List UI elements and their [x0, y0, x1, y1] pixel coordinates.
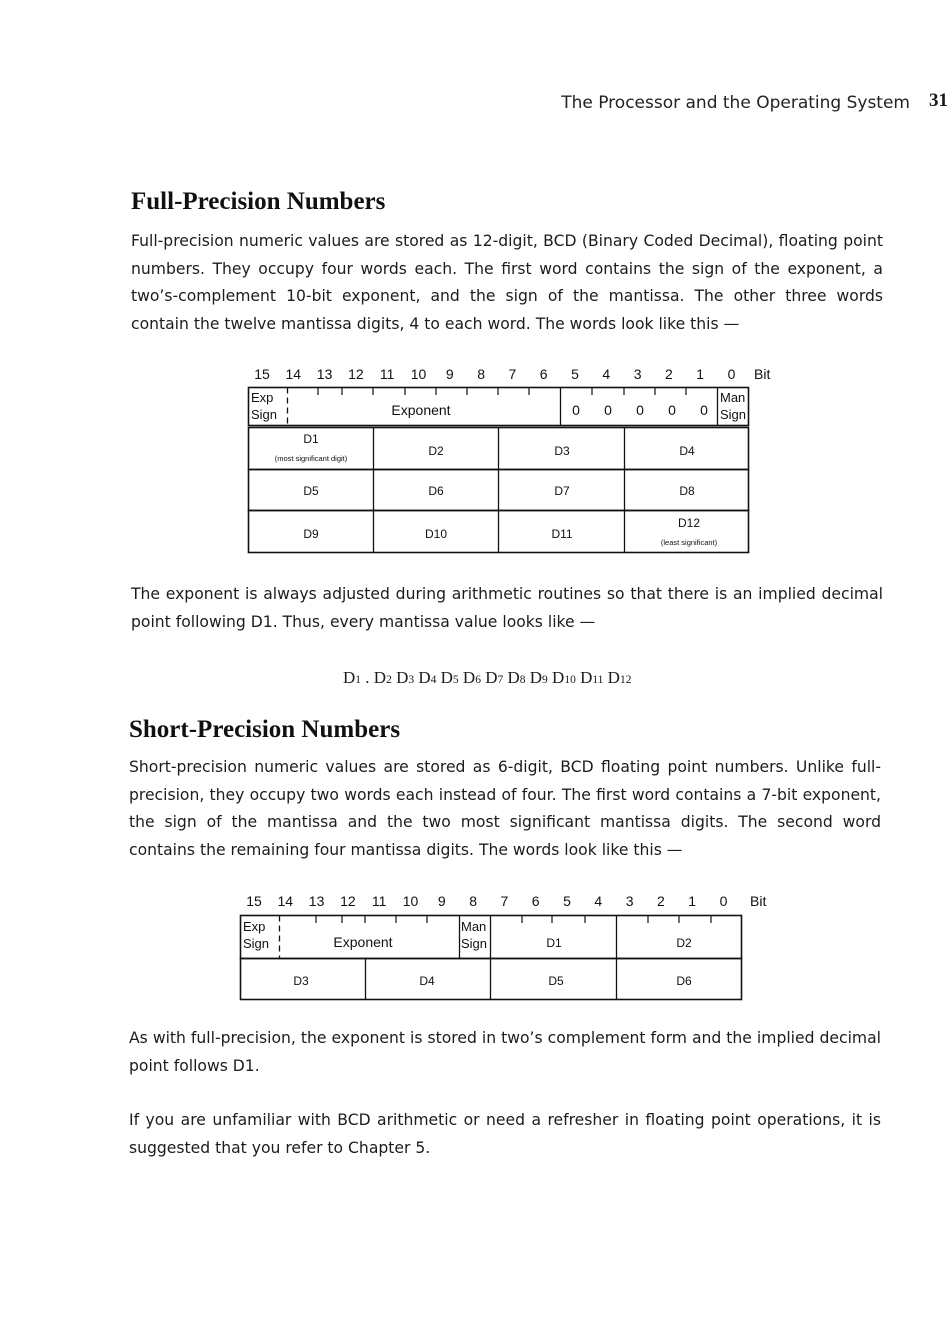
mantissa-formula: D1 . D2 D3 D4 D5 D6 D7 D8 D9 D10 D11 D12 — [343, 668, 632, 687]
sp-bit-9: 9 — [437, 893, 446, 909]
fp-digit-d4: D4 — [679, 444, 695, 458]
fp-bit-15: 15 — [254, 366, 270, 382]
sp-bit-3: 3 — [625, 893, 634, 909]
formula-subscript: 1 — [355, 674, 362, 686]
fp-bit-7: 7 — [508, 366, 517, 382]
fp-d1-note: (most significant digit) — [274, 454, 348, 463]
short-precision-intro: Short-precision numeric values are stored as 6-digit, BCD floating point numbers. Unlike full-precision, they occupy two words each instead of four. The first word contains a 7-bit exponent, the sign of the mantissa and the two most significant mantissa digits. The second word contains the remaining four mantissa digits. The words look like this — — [129, 758, 881, 859]
sp-exp-sign-line2: Sign — [243, 936, 270, 951]
sp-digit-d3: D3 — [293, 974, 309, 988]
fp-bit-11: 11 — [379, 366, 395, 382]
sp-bit-4: 4 — [594, 893, 603, 909]
sp-bit-11: 11 — [371, 893, 387, 909]
fp-d12-note: (least significant) — [660, 538, 718, 547]
formula-subscript: 7 — [497, 674, 504, 686]
formula-subscript: 2 — [386, 674, 392, 686]
fp-bit-5: 5 — [571, 366, 579, 382]
fp-digit-d3: D3 — [554, 444, 570, 458]
formula-subscript: 10 — [564, 674, 576, 686]
fp-digit-d12: D12 — [677, 516, 701, 530]
formula-subscript: 5 — [452, 674, 459, 686]
section-heading-short-precision: Short-Precision Numbers — [129, 716, 401, 743]
sp-bit-15: 15 — [246, 893, 262, 909]
fp-zero-bit-3: 0 — [636, 402, 644, 418]
fp-digit-d10: D10 — [424, 527, 448, 541]
fp-zero-bit-1: 0 — [700, 402, 708, 418]
fp-digit-d7: D7 — [554, 484, 570, 498]
fp-bit-2: 2 — [665, 366, 673, 382]
page-number: 31 — [929, 90, 948, 111]
fp-bit-3: 3 — [633, 366, 642, 382]
fp-bit-13: 13 — [316, 366, 333, 382]
fp-bit-label: Bit — [754, 366, 771, 382]
fp-digit-d2: D2 — [428, 444, 444, 458]
fp-zero-bit-5: 0 — [572, 402, 580, 418]
sp-digit-d2: D2 — [676, 936, 692, 950]
sp-bit-1: 1 — [688, 893, 697, 909]
sp-bit-0: 0 — [719, 893, 728, 909]
sp-digit-d5: D5 — [548, 974, 564, 988]
fp-exponent-label: Exponent — [391, 402, 451, 418]
formula-subscript: 12 — [619, 674, 632, 686]
fp-zero-bit-4: 0 — [604, 402, 612, 418]
sp-bit-12: 12 — [340, 893, 356, 909]
sp-bit-5: 5 — [563, 893, 571, 909]
formula-subscript: 6 — [475, 674, 481, 686]
sp-digit-d6: D6 — [676, 974, 692, 988]
fp-digit-d5: D5 — [303, 484, 319, 498]
sp-exponent-label: Exponent — [333, 934, 393, 950]
short-precision-after: As with full-precision, the exponent is stored in two’s complement form and the implied decimal point follows D1. — [129, 1029, 881, 1075]
sp-bit-8: 8 — [469, 893, 477, 909]
formula-subscript: 3 — [408, 674, 415, 686]
fp-man-sign-line1: Man — [720, 390, 746, 405]
section-heading-full-precision: Full-Precision Numbers — [131, 188, 386, 215]
fp-digit-d8: D8 — [679, 484, 695, 498]
formula-subscript: 9 — [542, 674, 548, 686]
full-precision-intro: Full-precision numeric values are stored as 12-digit, BCD (Binary Coded Decimal), floating point numbers. They occupy four words each. The first word contains the sign of the exponent, a two’s-complement 10-bit exponent, and the sign of the mantissa. The other three words contain the twelve mantissa digits, 4 to each word. The words look like this — — [131, 232, 883, 333]
fp-bit-4: 4 — [602, 366, 611, 382]
fp-digit-d9: D9 — [303, 527, 319, 541]
sp-man-sign-line2: Sign — [461, 936, 488, 951]
formula-subscript: 8 — [519, 674, 526, 686]
full-precision-after: The exponent is always adjusted during arithmetic routines so that there is an implied decimal point following D1. Thus, every mantissa value looks like — — [131, 585, 883, 631]
sp-bit-13: 13 — [308, 893, 325, 909]
formula-subscript: 4 — [430, 674, 437, 686]
fp-bit-9: 9 — [445, 366, 454, 382]
fp-zero-bit-2: 0 — [668, 402, 676, 418]
sp-digit-d4: D4 — [419, 974, 435, 988]
sp-bit-numbers — [246, 893, 727, 909]
fp-digit-d6: D6 — [428, 484, 444, 498]
sp-bit-14: 14 — [277, 893, 294, 909]
fp-bit-0: 0 — [727, 366, 736, 382]
header-title: The Processor and the Operating System — [561, 93, 910, 113]
sp-digit-d1: D1 — [546, 936, 562, 950]
formula-subscript: 11 — [592, 674, 604, 686]
sp-man-sign-line1: Man — [461, 919, 487, 934]
fp-digit-d11: D11 — [551, 527, 573, 541]
fp-bit-8: 8 — [477, 366, 485, 382]
sp-bit-ticks — [316, 916, 711, 924]
sp-bit-6: 6 — [531, 893, 540, 909]
sp-exp-sign-line1: Exp — [243, 919, 266, 934]
sp-bit-2: 2 — [657, 893, 665, 909]
fp-bit-10: 10 — [410, 366, 427, 382]
fp-bit-14: 14 — [285, 366, 302, 382]
fp-bit-6: 6 — [539, 366, 548, 382]
sp-bit-10: 10 — [402, 893, 419, 909]
sp-bit-label: Bit — [750, 893, 767, 909]
fp-exp-sign-line2: Sign — [251, 407, 278, 422]
fp-man-sign-line2: Sign — [720, 407, 747, 422]
fp-bit-12: 12 — [348, 366, 364, 382]
fp-digit-d1: D1 — [303, 432, 319, 446]
fp-bit-1: 1 — [696, 366, 705, 382]
fp-exp-sign-line1: Exp — [251, 390, 274, 405]
closing-paragraph: If you are unfamiliar with BCD arithmetic or need a refresher in floating point operations, it is suggested that you refer to Chapter 5. — [129, 1111, 881, 1157]
sp-bit-7: 7 — [500, 893, 509, 909]
